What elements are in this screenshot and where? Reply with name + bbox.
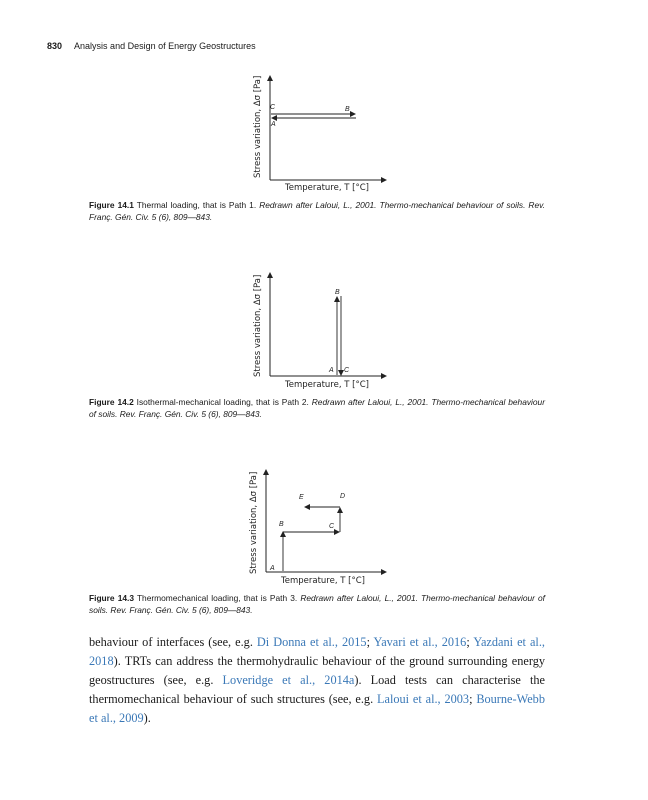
body-text-span: ; (466, 635, 474, 649)
point-label-c: C (344, 367, 350, 374)
caption-label: Figure 14.1 (89, 200, 134, 210)
citation-link[interactable]: Yazdani et al., 2018 (89, 635, 545, 668)
figure-14-2 (240, 265, 390, 391)
figure-14-3-caption (89, 592, 545, 616)
body-text-span: ). Load tests can characterise the thermomechanical behaviour of such structures (see, e.g. (89, 673, 545, 706)
caption-text: Thermal loading, that is Path 1. (133, 200, 260, 210)
point-label-d: D (340, 493, 346, 500)
body-text-span: ). TRTs can address the thermohydraulic behaviour of the ground surrounding energy geostructures (see, e.g. (89, 654, 545, 687)
caption-label: Figure 14.2 (89, 397, 134, 407)
citation-link[interactable]: Bourne-Webb et al., 2009 (89, 692, 545, 725)
point-label-a: A (270, 565, 275, 572)
point-label-a: A (271, 121, 276, 128)
x-axis-label: Temperature, T [°C] (285, 380, 369, 390)
citation-link[interactable]: Laloui et al., 2003 (376, 692, 470, 706)
caption-text: Isothermal-mechanical loading, that is Path 2. (133, 397, 312, 407)
body-paragraph (89, 633, 545, 728)
body-text-span: behaviour of interfaces (see, e.g. (89, 635, 257, 649)
point-label-b: B (345, 106, 350, 113)
citation-link[interactable]: Di Donna et al., 2015 (256, 635, 367, 649)
x-axis-label: Temperature, T [°C] (281, 576, 365, 586)
y-axis-label: Stress variation, Δσ [Pa] (253, 75, 263, 178)
point-label-c: C (329, 523, 335, 530)
figure-14-1 (240, 68, 390, 196)
caption-citation: Redrawn after Laloui, L., 2001. Thermo-mechanical behaviour of soils. Rev. Franç. Gén. Civ. 5 (6), 809—843. (89, 397, 546, 419)
citation-link[interactable]: Loveridge et al., 2014a (222, 673, 355, 687)
page-number: 830 (47, 41, 63, 51)
figure-14-2-caption (89, 396, 545, 420)
x-axis-label: Temperature, T [°C] (285, 183, 369, 193)
running-title: Analysis and Design of Energy Geostructures (74, 41, 256, 51)
figure-14-3 (240, 462, 390, 586)
caption-text: Thermomechanical loading, that is Path 3. (134, 593, 301, 603)
y-axis-label: Stress variation, Δσ [Pa] (249, 471, 259, 574)
caption-label: Figure 14.3 (89, 593, 134, 603)
body-text-span: ). (143, 711, 151, 725)
body-text-span: ; (366, 635, 374, 649)
caption-citation: Redrawn after Laloui, L., 2001. Thermo-mechanical behaviour of soils. Rev. Franç. Gén. Civ. 5 (6), 809—843. (89, 593, 546, 615)
caption-citation: Redrawn after Laloui, L., 2001. Thermo-mechanical behaviour of soils. Rev. Franç. Gén. Civ. 5 (6), 809—843. (89, 200, 546, 222)
point-label-b: B (335, 289, 340, 296)
figure-14-1-caption (89, 199, 545, 223)
point-label-a: A (329, 367, 334, 374)
figure-14-1-plot (240, 68, 390, 196)
y-axis-label: Stress variation, Δσ [Pa] (253, 274, 263, 377)
body-text-span: ; (469, 692, 477, 706)
point-label-e: E (299, 494, 304, 501)
point-label-b: B (279, 521, 284, 528)
page-header (47, 41, 256, 51)
citation-link[interactable]: Yavari et al., 2016 (373, 635, 467, 649)
point-label-c: C (270, 104, 276, 111)
